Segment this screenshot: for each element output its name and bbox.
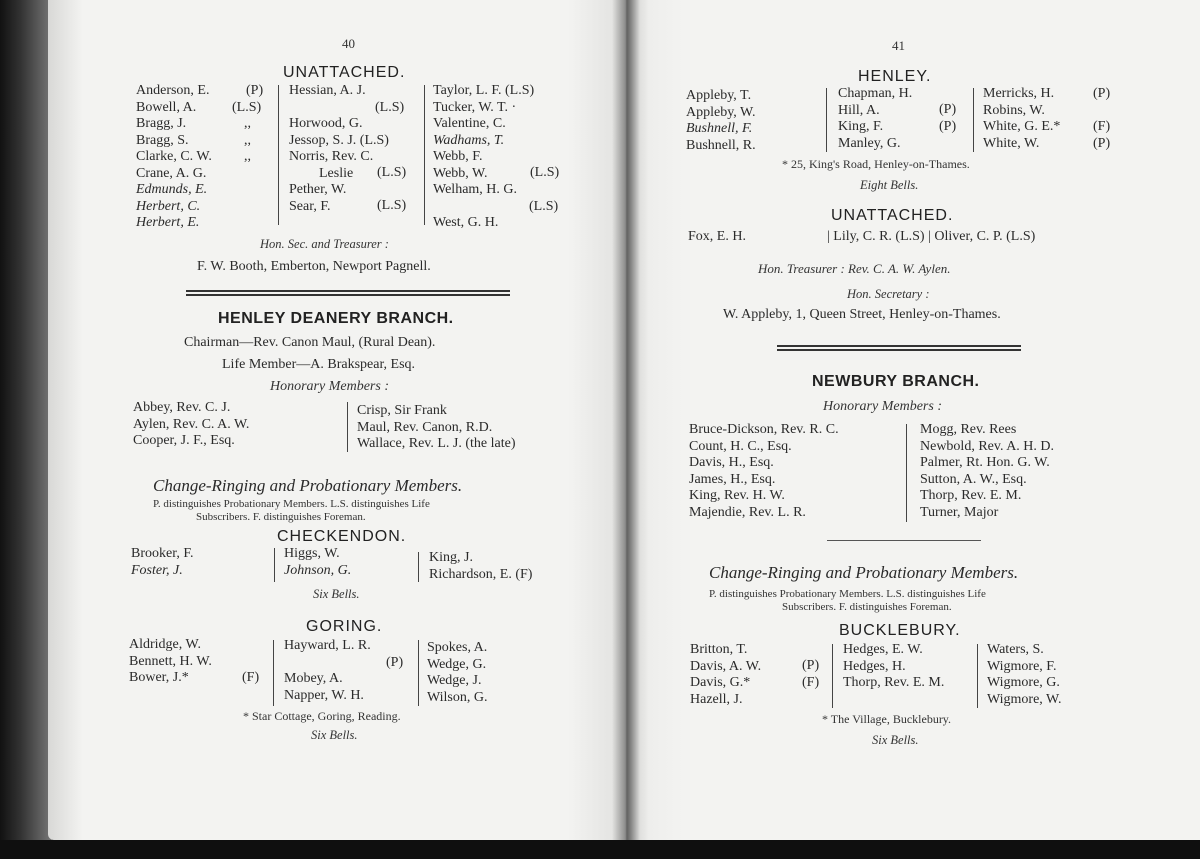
checkendon-col3 xyxy=(429,550,532,583)
goring-col3 xyxy=(427,640,488,706)
book-gutter xyxy=(612,0,640,850)
member-mark: (L.S) xyxy=(377,165,407,180)
henley-footnote: * 25, King's Road, Henley-on-Thames. xyxy=(782,157,970,171)
column-divider xyxy=(906,424,907,522)
henley-heading: HENLEY. xyxy=(858,68,932,85)
member-name: Robins, W. xyxy=(983,102,1045,118)
member-name: Crane, A. G. xyxy=(136,165,207,181)
hon-sec-label: Hon. Sec. and Treasurer : xyxy=(260,237,389,251)
column-divider xyxy=(973,88,974,152)
member-name: Hedges, H. xyxy=(843,658,906,674)
member-mark: (P) xyxy=(1093,86,1111,101)
member-name: Bower, J.* xyxy=(129,670,189,685)
member-name: Bennett, H. W. xyxy=(129,653,212,669)
honorary-member: Abbey, Rev. C. J. xyxy=(133,400,231,415)
member-name: Manley, G. xyxy=(838,135,901,151)
member-name: Webb, W. xyxy=(433,165,488,181)
member-name: Appleby, T. xyxy=(686,88,752,103)
checkendon-col1 xyxy=(131,546,193,579)
member-name: Britton, T. xyxy=(690,642,748,657)
section-rule xyxy=(186,290,510,296)
checkendon-bells: Six Bells. xyxy=(313,587,360,601)
member-name: Bushnell, F. xyxy=(686,121,753,136)
member-name: Johnson, G. xyxy=(284,562,352,578)
member-name: Leslie xyxy=(319,165,354,181)
member-name: Brooker, F. xyxy=(131,546,194,561)
page-number-right: 41 xyxy=(892,38,905,53)
henley-bells: Eight Bells. xyxy=(860,178,919,192)
member-name: Spokes, A. xyxy=(427,640,488,655)
section-rule-thin xyxy=(827,540,981,541)
honorary-members-label: Honorary Members : xyxy=(270,379,389,394)
branch-title-newbury: NEWBURY BRANCH. xyxy=(812,373,980,390)
bucklebury-col2 xyxy=(843,642,944,692)
goring-col1-mark xyxy=(242,670,259,687)
honorary-member: Turner, Major xyxy=(920,504,999,520)
member-name: Hayward, L. R. xyxy=(284,638,371,653)
member-name: Edmunds, E. xyxy=(136,182,208,197)
member-mark: (P) xyxy=(939,102,957,117)
unattached-line-1: Fox, E. H. xyxy=(688,229,746,244)
member-name: Richardson, E. (F) xyxy=(429,566,533,582)
member-name: Aldridge, W. xyxy=(129,637,201,652)
member-mark: (F) xyxy=(242,670,260,685)
member-mark: ,, xyxy=(244,132,251,148)
member-name: Wigmore, G. xyxy=(987,675,1060,690)
unattached-line-2: | Lily, C. R. (L.S) | Oliver, C. P. (L.S) xyxy=(827,229,1036,244)
member-mark: (L.S) xyxy=(232,99,262,115)
member-mark: (L.S) xyxy=(530,165,560,180)
hon-sec-name: F. W. Booth, Emberton, Newport Pagnell. xyxy=(197,259,431,274)
unattached-col2-marks xyxy=(377,165,407,213)
unattached-col2 xyxy=(289,83,405,215)
life-member-line: Life Member—A. Brakspear, Esq. xyxy=(222,357,416,372)
member-name: Bragg, S. xyxy=(136,132,189,148)
member-mark: (F) xyxy=(1093,119,1111,134)
honorary-member: Palmer, Rt. Hon. G. W. xyxy=(920,455,1050,470)
member-mark: (F) xyxy=(802,674,820,690)
honorary-col2-left xyxy=(357,403,516,453)
member-name: Tucker, W. T. · xyxy=(433,99,517,115)
member-mark: (P) xyxy=(939,118,957,134)
member-name: Wedge, G. xyxy=(427,656,487,672)
member-mark: (L.S) xyxy=(377,197,407,213)
distinguishes-line-2-right: Subscribers. F. distinguishes Foreman. xyxy=(782,601,952,613)
bucklebury-heading: BUCKLEBURY. xyxy=(839,622,961,639)
bucklebury-bells: Six Bells. xyxy=(872,733,919,747)
honorary-member: Davis, H., Esq. xyxy=(689,455,774,470)
member-mark: (P) xyxy=(1093,135,1111,151)
member-name: Davis, G.* xyxy=(690,675,751,690)
unattached-heading-right: UNATTACHED. xyxy=(831,207,954,224)
distinguishes-line-2: Subscribers. F. distinguishes Foreman. xyxy=(196,511,366,523)
member-mark: (L.S) xyxy=(529,198,559,214)
honorary-member: King, Rev. H. W. xyxy=(689,488,785,503)
member-name: Higgs, W. xyxy=(284,546,340,561)
member-name: Wadhams, T. xyxy=(433,132,505,148)
member-name: Wigmore, F. xyxy=(987,658,1057,674)
section-rule xyxy=(777,345,1021,351)
member-name: Clarke, C. W. xyxy=(136,149,212,164)
goring-col2 xyxy=(284,638,404,704)
member-name: Pether, W. xyxy=(289,182,347,197)
honorary-member: Newbold, Rev. A. H. D. xyxy=(920,438,1055,454)
column-divider xyxy=(274,548,275,582)
member-mark: (P) xyxy=(386,654,404,670)
honorary-member: Aylen, Rev. C. A. W. xyxy=(133,416,250,432)
bucklebury-col1-marks xyxy=(802,658,819,691)
column-divider xyxy=(832,644,833,708)
distinguishes-line-1-right: P. distinguishes Probationary Members. L.S. distinguishes Life xyxy=(709,588,986,600)
honorary-member: Majendie, Rev. L. R. xyxy=(689,504,806,520)
member-mark: (P) xyxy=(246,83,264,98)
honorary-member: Crisp, Sir Frank xyxy=(357,403,447,418)
unattached-col3 xyxy=(433,83,559,232)
member-name: Thorp, Rev. E. M. xyxy=(843,675,945,690)
member-name: Napper, W. H. xyxy=(284,687,364,703)
column-divider xyxy=(273,640,274,706)
member-name: Bragg, J. xyxy=(136,116,187,131)
honorary-members-label-right: Honorary Members : xyxy=(823,399,942,414)
member-name: Horwood, G. xyxy=(289,116,363,131)
member-name: Bushnell, R. xyxy=(686,137,756,153)
member-name: West, G. H. xyxy=(433,215,499,230)
change-ringing-heading-left: Change-Ringing and Probationary Members. xyxy=(153,476,463,495)
member-name: Wilson, G. xyxy=(427,689,488,705)
honorary-member: Thorp, Rev. E. M. xyxy=(920,488,1022,503)
unattached-col3-marks xyxy=(530,165,559,182)
member-mark: ,, xyxy=(244,116,251,131)
honorary-member: Bruce-Dickson, Rev. R. C. xyxy=(689,422,839,437)
column-divider xyxy=(418,552,419,582)
column-divider xyxy=(418,640,419,706)
page-number-left: 40 xyxy=(342,36,355,51)
column-divider xyxy=(424,85,425,225)
member-name: Wigmore, W. xyxy=(987,691,1062,707)
henley-col2-marks xyxy=(939,102,956,135)
hon-secretary-label: Hon. Secretary : xyxy=(847,287,930,301)
goring-col1 xyxy=(129,637,212,687)
member-name: Appleby, W. xyxy=(686,104,756,120)
bucklebury-footnote: * The Village, Bucklebury. xyxy=(822,712,952,726)
member-name: Mobey, A. xyxy=(284,671,343,686)
member-name: Norris, Rev. C. xyxy=(289,149,374,164)
member-name: Bowell, A. xyxy=(136,99,197,115)
henley-col3 xyxy=(983,86,1060,152)
henley-col3-marks xyxy=(1093,86,1111,151)
member-name: Waters, S. xyxy=(987,642,1044,657)
member-name: Davis, A. W. xyxy=(690,658,762,674)
checkendon-heading: CHECKENDON. xyxy=(277,528,407,545)
member-name: Herbert, E. xyxy=(136,215,200,230)
member-name: Chapman, H. xyxy=(838,86,913,101)
member-mark: ,, xyxy=(244,149,251,164)
member-name: Jessop, S. J. (L.S) xyxy=(289,132,389,148)
column-divider xyxy=(278,85,279,225)
member-name: King, F. xyxy=(838,119,884,134)
goring-footnote: * Star Cottage, Goring, Reading. xyxy=(243,709,401,723)
member-name: Hessian, A. J. xyxy=(289,83,366,98)
unattached-col1-marks xyxy=(232,83,264,166)
column-divider xyxy=(977,644,978,708)
column-divider xyxy=(826,88,827,152)
member-name: Hedges, E. W. xyxy=(843,642,923,657)
chairman-line: Chairman—Rev. Canon Maul, (Rural Dean). xyxy=(184,335,436,350)
henley-col2 xyxy=(838,86,912,152)
honorary-member: Sutton, A. W., Esq. xyxy=(920,471,1027,487)
goring-bells: Six Bells. xyxy=(311,728,358,742)
member-name: Sear, F. xyxy=(289,198,331,214)
change-ringing-heading-right: Change-Ringing and Probationary Members. xyxy=(709,563,1019,582)
member-name: Merricks, H. xyxy=(983,86,1055,101)
member-name: Foster, J. xyxy=(131,562,183,578)
unattached-col1 xyxy=(136,83,212,232)
member-name: Taylor, L. F. (L.S) xyxy=(433,83,535,98)
unattached-heading-left: UNATTACHED. xyxy=(283,64,406,81)
branch-title-henley-deanery: HENLEY DEANERY BRANCH. xyxy=(218,310,454,327)
honorary-member: Count, H. C., Esq. xyxy=(689,438,792,454)
member-name: Herbert, C. xyxy=(136,198,201,214)
distinguishes-line-1: P. distinguishes Probationary Members. L.S. distinguishes Life xyxy=(153,498,430,510)
member-name: Hazell, J. xyxy=(690,691,743,707)
honorary-member: Cooper, J. F., Esq. xyxy=(133,433,235,448)
honorary-col1-left xyxy=(133,400,249,450)
member-name: White, W. xyxy=(983,135,1040,151)
member-name: Valentine, C. xyxy=(433,116,506,131)
member-name: Welham, H. G. xyxy=(433,182,518,197)
honorary-member: Wallace, Rev. L. J. (the late) xyxy=(357,436,516,451)
member-name: Wedge, J. xyxy=(427,673,482,688)
hon-treasurer: Hon. Treasurer : Rev. C. A. W. Aylen. xyxy=(758,261,951,276)
book-edge-left xyxy=(0,0,52,859)
book-bottom-edge xyxy=(0,840,1200,859)
honorary-col2-right xyxy=(920,422,1054,521)
goring-heading: GORING. xyxy=(306,618,383,635)
honorary-member: Mogg, Rev. Rees xyxy=(920,422,1017,437)
member-mark: (L.S) xyxy=(375,99,405,115)
hon-secretary-name: W. Appleby, 1, Queen Street, Henley-on-Thames. xyxy=(723,307,1001,322)
honorary-member: James, H., Esq. xyxy=(689,471,776,487)
member-name: Anderson, E. xyxy=(136,83,210,98)
checkendon-col2 xyxy=(284,546,351,579)
member-mark: (P) xyxy=(802,658,820,673)
henley-col1 xyxy=(686,88,756,154)
bucklebury-col1 xyxy=(690,642,761,708)
member-name: Webb, F. xyxy=(433,149,483,164)
column-divider xyxy=(347,402,348,452)
member-name: White, G. E.* xyxy=(983,119,1061,134)
bucklebury-col3 xyxy=(987,642,1061,708)
member-name: Hill, A. xyxy=(838,102,880,118)
member-name: King, J. xyxy=(429,550,473,565)
honorary-col1-right xyxy=(689,422,839,521)
honorary-member: Maul, Rev. Canon, R.D. xyxy=(357,419,493,435)
